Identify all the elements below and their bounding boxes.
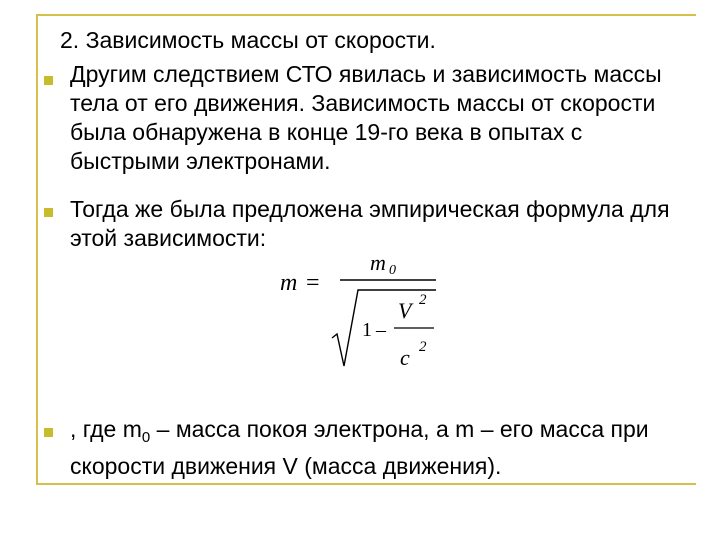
left-accent-rule: [36, 14, 38, 484]
slide-heading: 2. Зависимость массы от скорости.: [60, 27, 436, 53]
radicand-minus: –: [376, 319, 386, 341]
velocity-exponent: 2: [419, 292, 427, 308]
bullet-marker-3: [44, 428, 53, 437]
bullet-3-prefix: , где m: [70, 416, 142, 442]
bullet-3-subscript: 0: [141, 429, 151, 446]
relativistic-mass-formula: [276, 248, 446, 373]
formula-equals: =: [306, 270, 320, 296]
formula-numerator-subscript: 0: [389, 263, 396, 278]
formula-numerator: m: [370, 250, 386, 275]
light-speed-exponent: 2: [419, 339, 427, 355]
radicand-one: 1: [362, 319, 372, 341]
velocity-symbol: V: [398, 298, 412, 323]
light-speed-symbol: c: [400, 345, 410, 370]
bullet-text-1: Другим следствием СТО явилась и зависимость массы тела от его движения. Зависимость массы от скорости была обнаружена в конце 19-го века в опытах с быстрыми электронами.: [70, 61, 662, 174]
formula-lhs: m: [280, 270, 298, 296]
bottom-accent-rule: [36, 483, 696, 485]
bullet-marker-2: [44, 208, 53, 217]
top-accent-rule: [36, 14, 696, 16]
bullet-text-3: [70, 415, 690, 481]
bullet-text-2: Тогда же была предложена эмпирическая формула для этой зависимости:: [70, 196, 670, 251]
bullet-marker-1: [44, 76, 53, 85]
bullet-3-suffix: – масса покоя электрона, а m – его масса при скорости движения V (масса движения).: [70, 416, 649, 479]
